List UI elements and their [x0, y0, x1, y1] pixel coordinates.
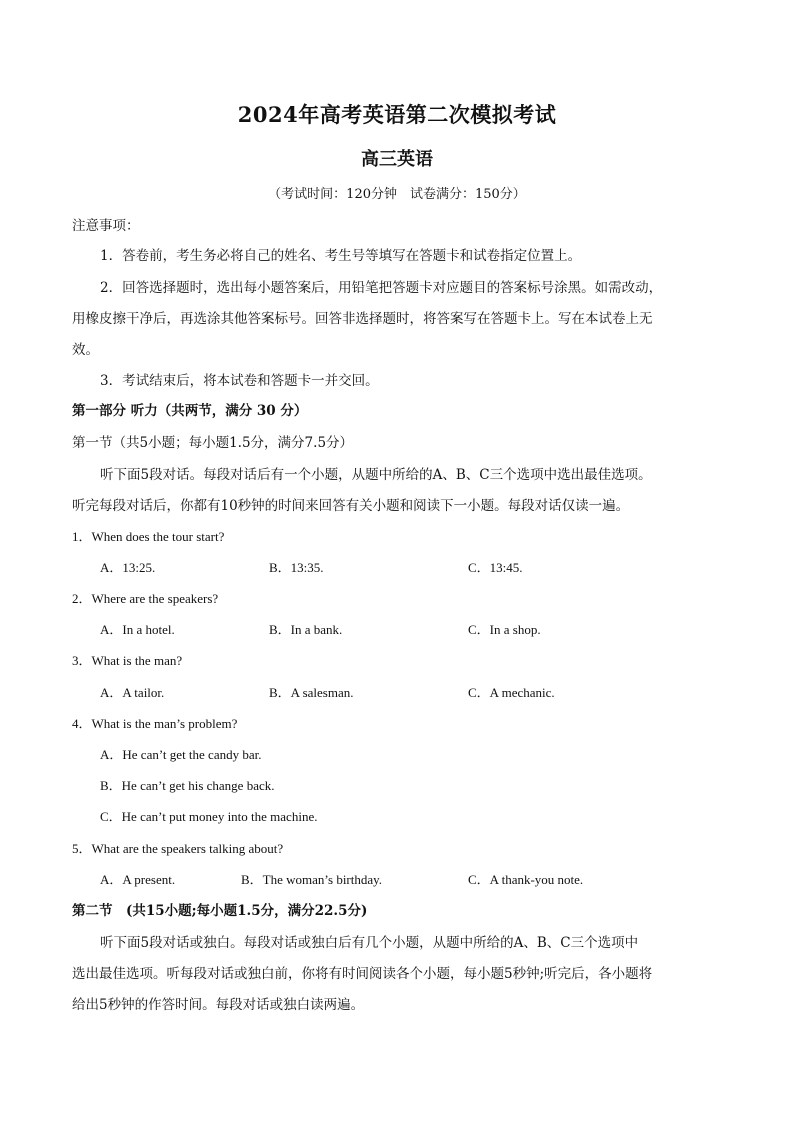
- notes-item-1: 1．答卷前，考生务必将自己的姓名、考生号等填写在答题卡和试卷指定位置上。: [100, 248, 582, 264]
- question-3-option-c: C．A mechanic.: [468, 685, 555, 700]
- notes-item-2-line-1: 2．回答选择题时，选出每小题答案后，用铅笔把答题卡对应题目的答案标号涂黑。如需改动，: [100, 280, 663, 296]
- section2-instructions-line-1: 听下面5段对话或独白。每段对话或独白后有几个小题，从题中所给的A、B、C三个选项中: [100, 935, 639, 951]
- question-1-stem: 1．When does the tour start?: [72, 529, 225, 544]
- question-4-stem: 4．What is the man’s problem?: [72, 716, 238, 731]
- question-2-option-a: A．In a hotel.: [100, 622, 175, 637]
- notes-item-2-line-2: 用橡皮擦干净后，再选涂其他答案标号。回答非选择题时，将答案写在答题卡上。写在本试卷上无: [72, 311, 653, 327]
- section2-instructions-line-3: 给出5秒钟的作答时间。每段对话或独白读两遍。: [72, 997, 365, 1013]
- question-5-option-c: C．A thank-you note.: [468, 872, 584, 887]
- question-2-option-c: C．In a shop.: [468, 622, 541, 637]
- question-1-option-c: C．13:45.: [468, 560, 523, 575]
- question-5-option-a: A．A present.: [100, 872, 176, 887]
- section1-instructions-line-2: 听完每段对话后，你都有10秒钟的时间来回答有关小题和阅读下一小题。每段对话仅读一遍。: [72, 498, 630, 514]
- question-2-option-b: B．In a bank.: [269, 622, 343, 637]
- question-4-option-c: C．He can’t put money into the machine.: [100, 809, 318, 824]
- question-2-stem: 2．Where are the speakers?: [72, 591, 219, 606]
- section1-instructions-line-1: 听下面5段对话。每段对话后有一个小题，从题中所给的A、B、C三个选项中选出最佳选项。: [100, 467, 652, 483]
- question-4-option-b: B．He can’t get his change back.: [100, 778, 275, 793]
- section2-instructions-line-2: 选出最佳选项。听每段对话或独白前，你将有时间阅读各个小题，每小题5秒钟;听完后，各小题将: [72, 966, 653, 982]
- notes-item-3: 3．考试结束后，将本试卷和答题卡一并交回。: [100, 373, 379, 389]
- section1-heading: 第一节（共5小题；每小题1.5分，满分7.5分）: [72, 435, 354, 451]
- section2-heading: 第二节 (共15小题;每小题1.5分，满分22.5分): [72, 903, 368, 919]
- exam-title: 2024年高考英语第二次模拟考试: [237, 102, 557, 127]
- question-3-stem: 3．What is the man?: [72, 653, 183, 668]
- notes-item-2-line-3: 效。: [72, 342, 99, 358]
- question-5-option-b: B．The woman’s birthday.: [241, 872, 383, 887]
- exam-time-info: （考试时间：120分钟 试卷满分：150分）: [268, 187, 526, 202]
- question-1-option-b: B．13:35.: [269, 560, 324, 575]
- question-5-stem: 5．What are the speakers talking about?: [72, 841, 284, 856]
- notes-heading: 注意事项：: [72, 218, 140, 234]
- exam-subtitle: 高三英语: [361, 149, 433, 170]
- question-3-option-a: A．A tailor.: [100, 685, 165, 700]
- question-4-option-a: A．He can’t get the candy bar.: [100, 747, 262, 762]
- question-1-option-a: A．13:25.: [100, 560, 156, 575]
- question-3-option-b: B．A salesman.: [269, 685, 354, 700]
- part1-heading: 第一部分 听力（共两节，满分 30 分）: [72, 403, 308, 419]
